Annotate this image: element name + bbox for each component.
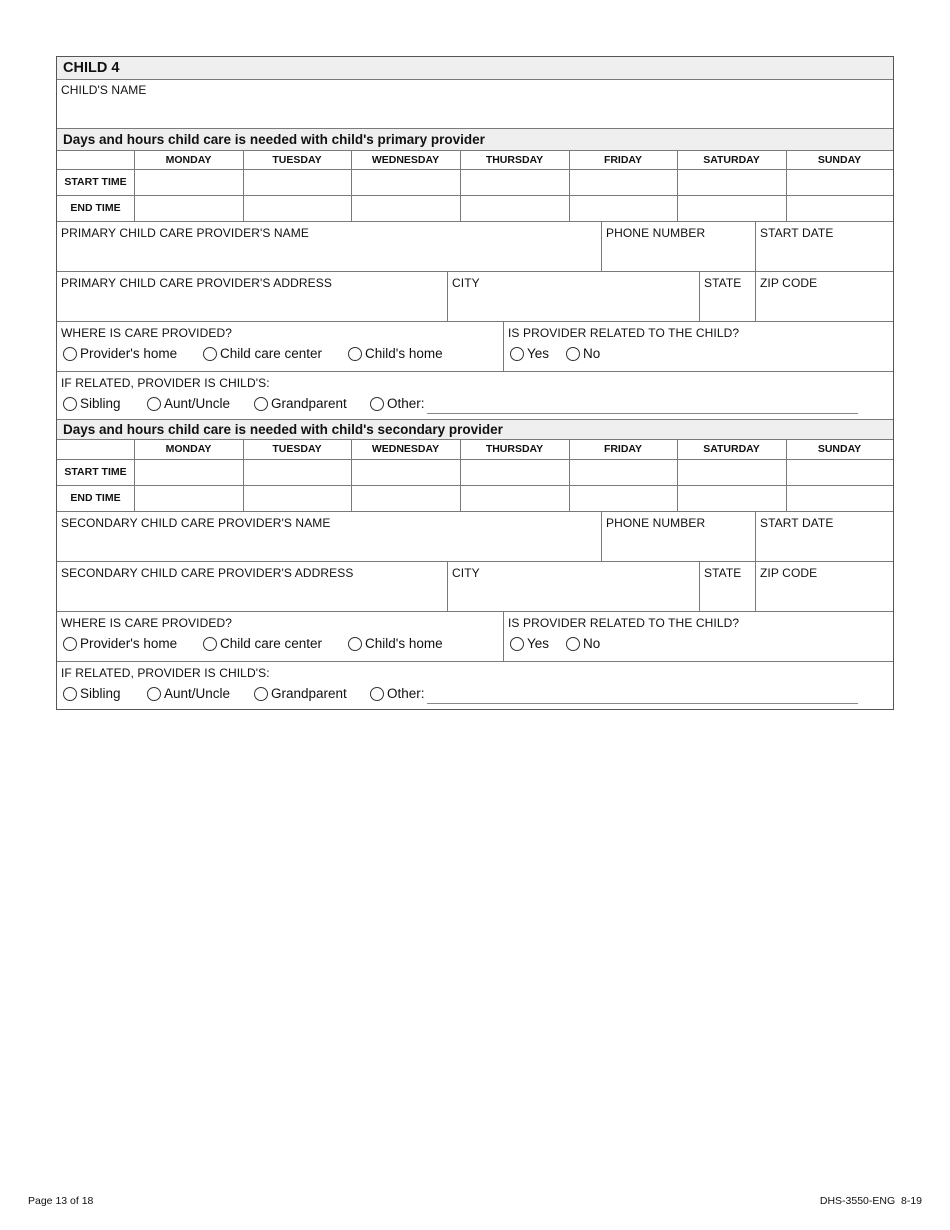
option-label: Aunt/Uncle bbox=[164, 396, 231, 411]
secondary-start-sunday-input[interactable] bbox=[787, 460, 893, 485]
radio-icon[interactable] bbox=[147, 687, 161, 701]
secondary-day-sunday: SUNDAY bbox=[817, 443, 862, 455]
primary-start-thursday-input[interactable] bbox=[461, 170, 569, 195]
secondary-start-date-label: START DATE bbox=[760, 516, 834, 530]
primary-start-sunday-input[interactable] bbox=[787, 170, 893, 195]
option-label: Child care center bbox=[220, 636, 323, 651]
primary-section-header bbox=[57, 129, 893, 151]
secondary-related-group bbox=[504, 612, 893, 661]
form-id: DHS-3550-ENG 8-19 bbox=[819, 1195, 922, 1207]
child-title: CHILD 4 bbox=[63, 60, 120, 76]
primary-end-sunday-input[interactable] bbox=[787, 196, 893, 221]
primary-relation-sibling-option[interactable] bbox=[63, 396, 121, 411]
secondary-address-field[interactable] bbox=[57, 562, 447, 611]
secondary-start-saturday-input[interactable] bbox=[678, 460, 786, 485]
primary-start-date-field[interactable] bbox=[756, 222, 893, 271]
option-label: No bbox=[583, 636, 601, 651]
primary-day-header-row bbox=[57, 151, 893, 170]
primary-relation-row bbox=[57, 372, 893, 420]
option-label: Grandparent bbox=[271, 396, 347, 411]
radio-icon[interactable] bbox=[348, 637, 362, 651]
secondary-end-friday-input[interactable] bbox=[570, 486, 677, 511]
primary-where-providers-home-option[interactable] bbox=[63, 346, 177, 361]
radio-icon[interactable] bbox=[566, 347, 580, 361]
radio-icon[interactable] bbox=[147, 397, 161, 411]
secondary-section-title: Days and hours child care is needed with child's secondary provider bbox=[63, 422, 503, 437]
option-label: Provider's home bbox=[80, 346, 178, 361]
childs-name-label: CHILD'S NAME bbox=[61, 83, 147, 97]
primary-provider-row bbox=[57, 222, 893, 272]
secondary-relation-aunt-uncle-option[interactable] bbox=[147, 686, 230, 701]
primary-city-field[interactable] bbox=[448, 272, 699, 321]
primary-where-label: WHERE IS CARE PROVIDED? bbox=[61, 326, 232, 340]
primary-city-label: CITY bbox=[452, 276, 480, 290]
primary-where-related-row bbox=[57, 322, 893, 372]
option-label: Sibling bbox=[80, 396, 121, 411]
option-label: Other: bbox=[387, 686, 425, 701]
radio-icon[interactable] bbox=[566, 637, 580, 651]
option-label: Provider's home bbox=[80, 636, 178, 651]
radio-icon[interactable] bbox=[510, 347, 524, 361]
primary-address-field[interactable] bbox=[57, 272, 447, 321]
primary-start-time-row bbox=[57, 170, 893, 196]
option-label: Child care center bbox=[220, 346, 323, 361]
radio-icon[interactable] bbox=[203, 637, 217, 651]
radio-icon[interactable] bbox=[63, 347, 77, 361]
secondary-relation-other-option[interactable] bbox=[370, 686, 425, 701]
option-label: Grandparent bbox=[271, 686, 347, 701]
secondary-end-time-row bbox=[57, 486, 893, 512]
primary-phone-field[interactable] bbox=[602, 222, 755, 271]
option-label: Yes bbox=[527, 636, 550, 651]
secondary-day-monday: MONDAY bbox=[165, 443, 212, 455]
secondary-start-friday-input[interactable] bbox=[570, 460, 677, 485]
radio-icon[interactable] bbox=[510, 637, 524, 651]
secondary-where-providers-home-option[interactable] bbox=[63, 636, 177, 651]
secondary-city-field[interactable] bbox=[448, 562, 699, 611]
radio-icon[interactable] bbox=[370, 687, 384, 701]
secondary-start-time-label: START TIME bbox=[64, 466, 127, 478]
primary-end-thursday-input[interactable] bbox=[461, 196, 569, 221]
primary-day-sunday: SUNDAY bbox=[817, 154, 862, 166]
secondary-end-monday-input[interactable] bbox=[135, 486, 243, 511]
primary-state-label: STATE bbox=[704, 276, 742, 290]
secondary-day-thursday: THURSDAY bbox=[485, 443, 544, 455]
radio-icon[interactable] bbox=[254, 687, 268, 701]
primary-end-wednesday-input[interactable] bbox=[352, 196, 460, 221]
primary-relation-aunt-uncle-option[interactable] bbox=[147, 396, 230, 411]
secondary-start-wednesday-input[interactable] bbox=[352, 460, 460, 485]
child-4-form bbox=[56, 56, 894, 710]
secondary-where-child-care-center-option[interactable] bbox=[203, 636, 322, 651]
primary-start-time-label: START TIME bbox=[64, 176, 127, 188]
primary-where-group bbox=[57, 322, 503, 371]
primary-start-wednesday-input[interactable] bbox=[352, 170, 460, 195]
option-label: Child's home bbox=[365, 636, 443, 651]
primary-related-no-option[interactable] bbox=[566, 346, 600, 361]
primary-related-label: IS PROVIDER RELATED TO THE CHILD? bbox=[508, 326, 740, 340]
secondary-zip-label: ZIP CODE bbox=[760, 566, 818, 580]
secondary-day-wednesday: WEDNESDAY bbox=[371, 443, 440, 455]
radio-icon[interactable] bbox=[203, 347, 217, 361]
option-label: Other: bbox=[387, 396, 425, 411]
secondary-day-saturday: SATURDAY bbox=[703, 443, 760, 455]
secondary-other-text-line[interactable] bbox=[427, 703, 858, 704]
child-header bbox=[57, 57, 893, 80]
primary-where-childs-home-option[interactable] bbox=[348, 346, 443, 361]
primary-provider-name-field[interactable] bbox=[57, 222, 601, 271]
primary-relation-other-option[interactable] bbox=[370, 396, 425, 411]
secondary-provider-row bbox=[57, 512, 893, 562]
primary-where-child-care-center-option[interactable] bbox=[203, 346, 322, 361]
secondary-end-time-label: END TIME bbox=[70, 492, 121, 504]
primary-day-wednesday: WEDNESDAY bbox=[371, 154, 440, 166]
primary-if-related-label: IF RELATED, PROVIDER IS CHILD'S: bbox=[61, 376, 270, 390]
secondary-start-tuesday-input[interactable] bbox=[244, 460, 351, 485]
primary-end-saturday-input[interactable] bbox=[678, 196, 786, 221]
secondary-end-sunday-input[interactable] bbox=[787, 486, 893, 511]
primary-start-date-label: START DATE bbox=[760, 226, 834, 240]
secondary-zip-field[interactable] bbox=[756, 562, 893, 611]
option-label: Sibling bbox=[80, 686, 121, 701]
secondary-where-related-row bbox=[57, 612, 893, 662]
secondary-provider-name-label: SECONDARY CHILD CARE PROVIDER'S NAME bbox=[61, 516, 331, 530]
primary-related-group bbox=[504, 322, 893, 371]
secondary-relation-grandparent-option[interactable] bbox=[254, 686, 347, 701]
secondary-state-label: STATE bbox=[704, 566, 742, 580]
secondary-end-thursday-input[interactable] bbox=[461, 486, 569, 511]
secondary-city-label: CITY bbox=[452, 566, 480, 580]
secondary-where-group bbox=[57, 612, 503, 661]
option-label: Child's home bbox=[365, 346, 443, 361]
primary-related-yes-option[interactable] bbox=[510, 346, 549, 361]
secondary-related-yes-option[interactable] bbox=[510, 636, 549, 651]
primary-day-saturday: SATURDAY bbox=[703, 154, 760, 166]
secondary-end-saturday-input[interactable] bbox=[678, 486, 786, 511]
primary-other-text-line[interactable] bbox=[427, 413, 858, 414]
primary-day-thursday: THURSDAY bbox=[485, 154, 544, 166]
primary-section-title: Days and hours child care is needed with child's primary provider bbox=[63, 132, 485, 147]
secondary-relation-row bbox=[57, 662, 893, 709]
primary-provider-name-label: PRIMARY CHILD CARE PROVIDER'S NAME bbox=[61, 226, 309, 240]
radio-icon[interactable] bbox=[63, 687, 77, 701]
primary-address-label: PRIMARY CHILD CARE PROVIDER'S ADDRESS bbox=[61, 276, 332, 290]
primary-end-friday-input[interactable] bbox=[570, 196, 677, 221]
secondary-related-no-option[interactable] bbox=[566, 636, 600, 651]
secondary-day-tuesday: TUESDAY bbox=[272, 443, 322, 455]
primary-zip-field[interactable] bbox=[756, 272, 893, 321]
primary-start-saturday-input[interactable] bbox=[678, 170, 786, 195]
secondary-start-time-row bbox=[57, 460, 893, 486]
primary-end-tuesday-input[interactable] bbox=[244, 196, 351, 221]
secondary-relation-sibling-option[interactable] bbox=[63, 686, 121, 701]
secondary-day-friday: FRIDAY bbox=[603, 443, 643, 455]
secondary-end-tuesday-input[interactable] bbox=[244, 486, 351, 511]
primary-end-time-label: END TIME bbox=[70, 202, 121, 214]
primary-end-monday-input[interactable] bbox=[135, 196, 243, 221]
secondary-address-label: SECONDARY CHILD CARE PROVIDER'S ADDRESS bbox=[61, 566, 354, 580]
radio-icon[interactable] bbox=[63, 637, 77, 651]
primary-state-field[interactable] bbox=[700, 272, 755, 321]
primary-end-time-row bbox=[57, 196, 893, 222]
secondary-related-label: IS PROVIDER RELATED TO THE CHILD? bbox=[508, 616, 740, 630]
secondary-section-header bbox=[57, 420, 893, 440]
secondary-start-monday-input[interactable] bbox=[135, 460, 243, 485]
option-label: No bbox=[583, 346, 601, 361]
secondary-start-thursday-input[interactable] bbox=[461, 460, 569, 485]
primary-phone-label: PHONE NUMBER bbox=[606, 226, 706, 240]
primary-zip-label: ZIP CODE bbox=[760, 276, 818, 290]
secondary-end-wednesday-input[interactable] bbox=[352, 486, 460, 511]
secondary-phone-label: PHONE NUMBER bbox=[606, 516, 706, 530]
secondary-address-row bbox=[57, 562, 893, 612]
secondary-start-date-field[interactable] bbox=[756, 512, 893, 561]
radio-icon[interactable] bbox=[254, 397, 268, 411]
option-label: Yes bbox=[527, 346, 550, 361]
secondary-phone-field[interactable] bbox=[602, 512, 755, 561]
radio-icon[interactable] bbox=[63, 397, 77, 411]
primary-day-tuesday: TUESDAY bbox=[272, 154, 322, 166]
primary-relation-grandparent-option[interactable] bbox=[254, 396, 347, 411]
secondary-state-field[interactable] bbox=[700, 562, 755, 611]
primary-start-monday-input[interactable] bbox=[135, 170, 243, 195]
secondary-provider-name-field[interactable] bbox=[57, 512, 601, 561]
primary-start-friday-input[interactable] bbox=[570, 170, 677, 195]
secondary-if-related-label: IF RELATED, PROVIDER IS CHILD'S: bbox=[61, 666, 270, 680]
secondary-where-label: WHERE IS CARE PROVIDED? bbox=[61, 616, 232, 630]
primary-start-tuesday-input[interactable] bbox=[244, 170, 351, 195]
secondary-day-header-row bbox=[57, 440, 893, 460]
primary-day-monday: MONDAY bbox=[165, 154, 212, 166]
primary-address-row bbox=[57, 272, 893, 322]
radio-icon[interactable] bbox=[348, 347, 362, 361]
page-number: Page 13 of 18 bbox=[28, 1195, 94, 1207]
primary-day-friday: FRIDAY bbox=[603, 154, 643, 166]
secondary-where-childs-home-option[interactable] bbox=[348, 636, 443, 651]
childs-name-field[interactable] bbox=[57, 80, 893, 129]
option-label: Aunt/Uncle bbox=[164, 686, 231, 701]
radio-icon[interactable] bbox=[370, 397, 384, 411]
